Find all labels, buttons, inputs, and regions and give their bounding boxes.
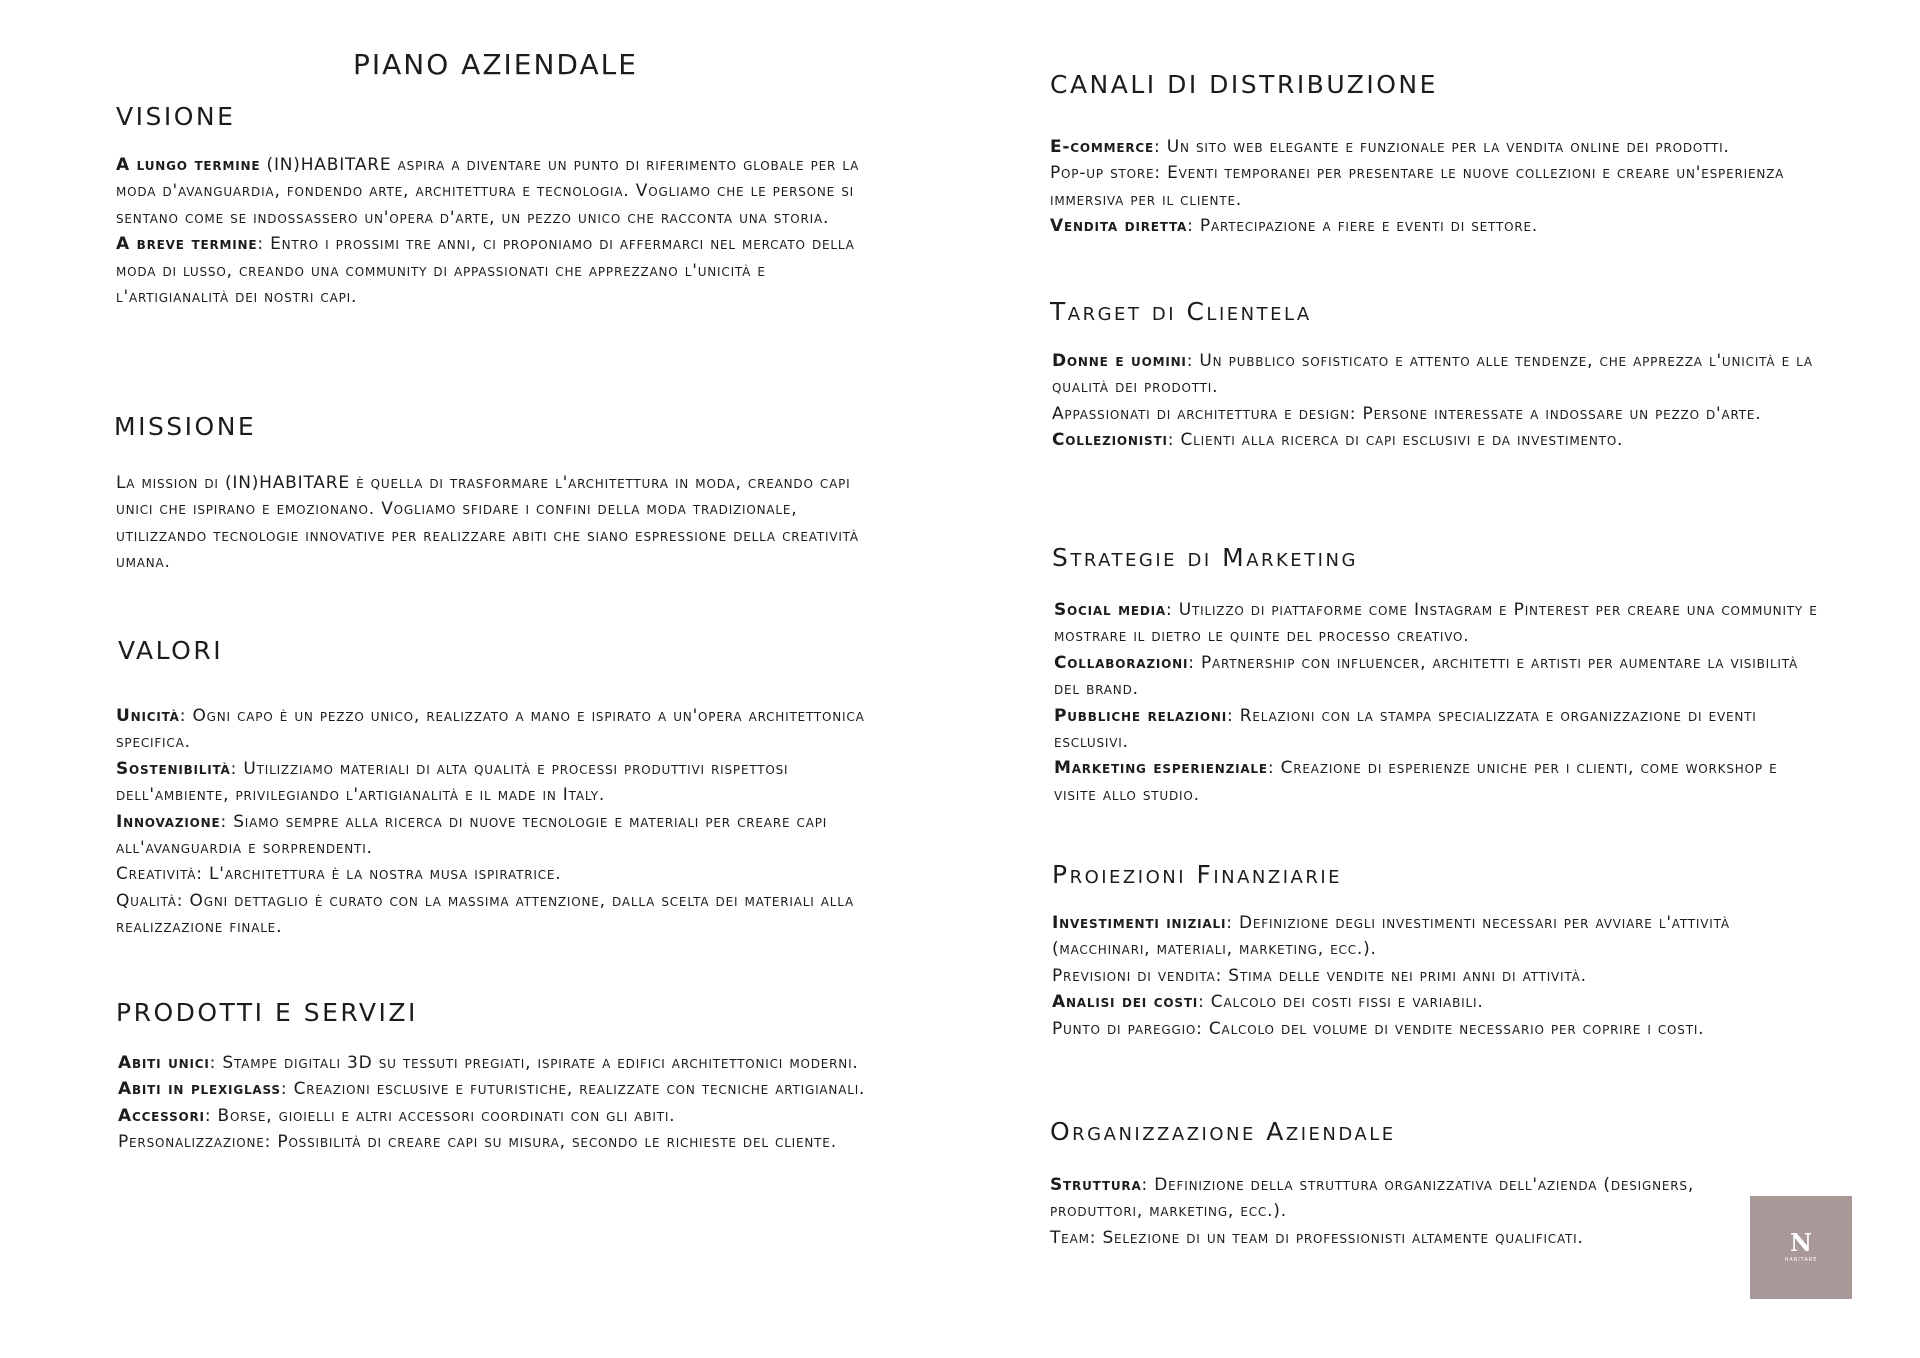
paragraph: Pop-up store: Eventi temporanei per presentare le nuove collezioni e creare un'esperienza immersiva per il cliente. bbox=[1050, 163, 1785, 210]
paragraph: Abiti in plexiglass: Creazioni esclusive e futuristiche, realizzate con tecniche artigianali. bbox=[118, 1079, 866, 1100]
paragraph: Punto di pareggio: Calcolo del volume di vendite necessario per coprire i costi. bbox=[1052, 1018, 1705, 1039]
section-organizzazione bbox=[1050, 1172, 1740, 1251]
paragraph: Innovazione: Siamo sempre alla ricerca di nuove tecnologie e materiali per creare capi all'avanguardia e sorprendenti. bbox=[116, 811, 828, 859]
section-canali bbox=[1050, 134, 1820, 240]
paragraph: E-commerce: Un sito web elegante e funzionale per la vendita online dei prodotti. bbox=[1050, 137, 1730, 157]
paragraph: Vendita diretta: Partecipazione a fiere e eventi di settore. bbox=[1050, 216, 1539, 237]
brand-logo bbox=[1750, 1196, 1852, 1299]
paragraph: Struttura: Definizione della struttura organizzativa dell'azienda (designers, produttori, marketing, ecc.). bbox=[1050, 1175, 1695, 1222]
page-title: PIANO AZIENDALE bbox=[353, 48, 638, 81]
paragraph: Previsioni di vendita: Stima delle vendite nei primi anni di attività. bbox=[1052, 965, 1587, 986]
section-marketing bbox=[1054, 597, 1824, 808]
section-prodotti bbox=[118, 1050, 878, 1156]
heading-target: Target di Clientela bbox=[1050, 297, 1312, 326]
heading-valori: VALORI bbox=[118, 636, 224, 665]
paragraph: La mission di (IN)HABITARE è quella di trasformare l'architettura in moda, creando capi unici che ispirano e emozionano. Vogliamo sfidare i confini della moda tradizionale, utilizzando tecnologie innovative per realizzare abiti che siano espressione della creatività umana. bbox=[116, 473, 859, 573]
paragraph: Qualità: Ogni dettaglio è curato con la massima attenzione, dalla scelta dei materiali alla realizzazione finale. bbox=[116, 890, 855, 938]
paragraph: Creatività: L'architettura è la nostra musa ispiratrice. bbox=[116, 864, 562, 885]
paragraph: Sostenibilità: Utilizziamo materiali di alta qualità e processi produttivi rispettosi dell'ambiente, privilegiando l'artigianalità e il made in Italy. bbox=[116, 758, 789, 806]
paragraph: Pubbliche relazioni: Relazioni con la stampa specializzata e organizzazione di eventi esclusivi. bbox=[1054, 705, 1757, 753]
heading-missione: MISSIONE bbox=[114, 412, 257, 441]
paragraph: Collaborazioni: Partnership con influencer, architetti e artisti per aumentare la visibilità del brand. bbox=[1054, 652, 1798, 700]
paragraph: A lungo termine (IN)HABITARE aspira a diventare un punto di riferimento globale per la moda d'avanguardia, fondendo arte, architettura e tecnologia. Vogliamo che le persone si sentano come se indossassero un'opera d'arte, un pezzo unico che racconta una storia. bbox=[116, 155, 860, 228]
paragraph: Abiti unici: Stampe digitali 3D su tessuti pregiati, ispirate a edifici architettonici moderni. bbox=[118, 1053, 859, 1073]
paragraph: Collezionisti: Clienti alla ricerca di capi esclusivi e da investimento. bbox=[1052, 430, 1624, 451]
paragraph: Analisi dei costi: Calcolo dei costi fissi e variabili. bbox=[1052, 992, 1484, 1013]
paragraph: Unicità: Ogni capo è un pezzo unico, realizzato a mano e ispirato a un'opera architettonica specifica. bbox=[116, 706, 865, 753]
paragraph: Donne e uomini: Un pubblico sofisticato e attento alle tendenze, che apprezza l'unicità e la qualità dei prodotti. bbox=[1052, 351, 1813, 398]
paragraph: Team: Selezione di un team di professionisti altamente qualificati. bbox=[1050, 1227, 1584, 1248]
section-visione bbox=[116, 152, 876, 310]
heading-finanza: Proiezioni Finanziarie bbox=[1052, 860, 1343, 889]
section-missione bbox=[116, 470, 876, 576]
paragraph: Accessori: Borse, gioielli e altri accessori coordinati con gli abiti. bbox=[118, 1105, 676, 1126]
paragraph: Social media: Utilizzo di piattaforme come Instagram e Pinterest per creare una community e mostrare il dietro le quinte del processo creativo. bbox=[1054, 600, 1818, 647]
paragraph: A breve termine: Entro i prossimi tre anni, ci proponiamo di affermarci nel mercato della moda di lusso, creando una community di appassionati che apprezzano l'unicità e l'artigianalità dei nostri capi. bbox=[116, 234, 855, 308]
logo-text: HABITARE bbox=[1784, 1257, 1818, 1263]
paragraph: Personalizzazione: Possibilità di creare capi su misura, secondo le richieste del cliente. bbox=[118, 1132, 837, 1153]
section-valori bbox=[116, 703, 876, 941]
paragraph: Appassionati di architettura e design: Persone interessate a indossare un pezzo d'arte. bbox=[1052, 403, 1762, 424]
paragraph: Marketing esperienziale: Creazione di esperienze uniche per i clienti, come workshop e visite allo studio. bbox=[1054, 758, 1778, 805]
section-target bbox=[1052, 348, 1822, 454]
heading-visione: VISIONE bbox=[116, 102, 236, 131]
logo-mark: N bbox=[1790, 1228, 1812, 1257]
heading-canali: CANALI DI DISTRIBUZIONE bbox=[1050, 70, 1438, 99]
heading-prodotti: PRODOTTI E SERVIZI bbox=[116, 998, 418, 1027]
paragraph: Investimenti iniziali: Definizione degli investimenti necessari per avviare l'attività (macchinari, materiali, marketing, ecc.). bbox=[1052, 913, 1730, 960]
heading-organizzazione: Organizzazione Aziendale bbox=[1050, 1117, 1396, 1146]
heading-marketing: Strategie di Marketing bbox=[1052, 543, 1358, 572]
section-finanza bbox=[1052, 910, 1822, 1042]
